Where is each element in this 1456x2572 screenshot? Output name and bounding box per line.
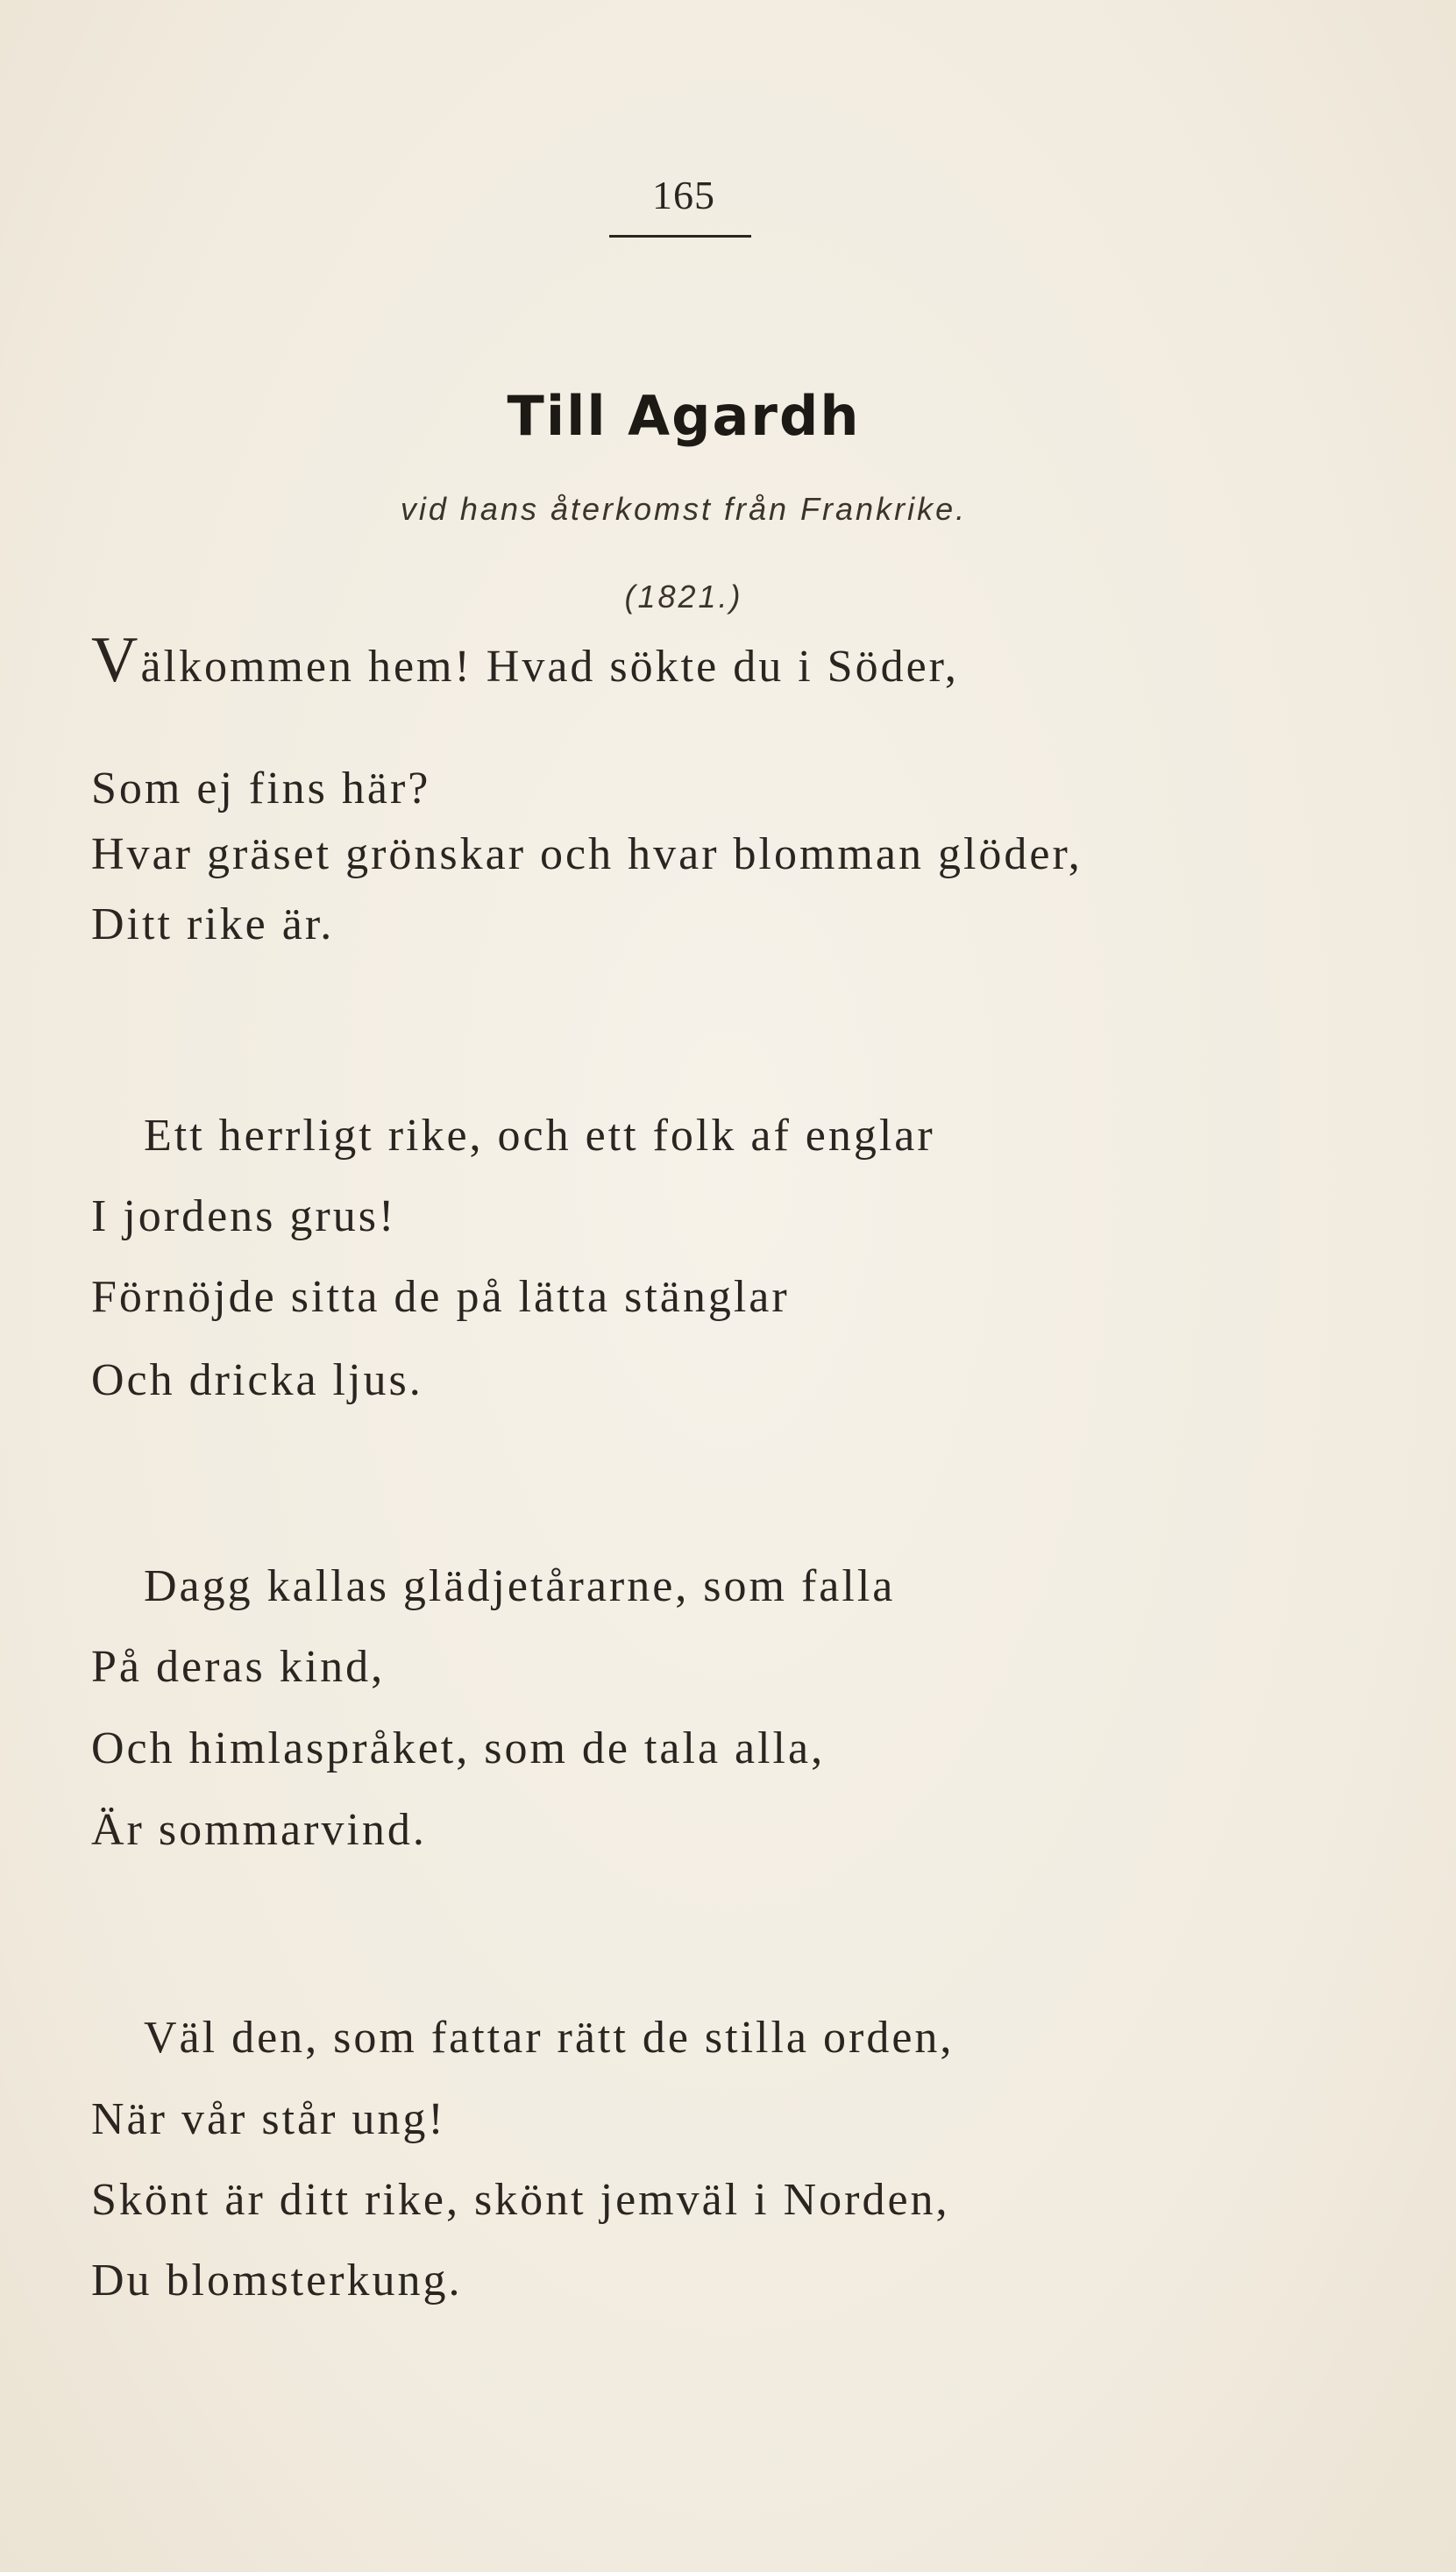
poem-line: Ditt rike är. xyxy=(91,899,335,949)
poem-line: När vår står ung! xyxy=(91,2094,446,2144)
poem-subtitle: vid hans återkomst från Frankrike. xyxy=(400,491,968,527)
poem-line: Som ej fins här? xyxy=(91,764,431,814)
poem-line: Är sommarvind. xyxy=(91,1805,427,1855)
poem-line: Och himlaspråket, som de tala alla, xyxy=(91,1723,826,1773)
poem-line: Förnöjde sitta de på lätta stänglar xyxy=(91,1272,790,1322)
poem-line: På deras kind, xyxy=(91,1642,386,1692)
poem-line: Och dricka ljus. xyxy=(91,1355,423,1405)
poem-line: Ett herrligt rike, och ett folk af englar xyxy=(144,1111,935,1161)
poem-line xyxy=(91,624,959,696)
poem-line: Du blomsterkung. xyxy=(91,2256,463,2306)
page-number-rule xyxy=(609,235,751,238)
poem-year: (1821.) xyxy=(624,579,743,615)
poem-line: Dagg kallas glädjetårarne, som falla xyxy=(144,1561,896,1611)
poem-line: Hvar gräset grönskar och hvar blomman glöder, xyxy=(91,829,1083,879)
poem-line: Väl den, som fattar rätt de stilla orden, xyxy=(144,2013,955,2063)
poem-line: Skönt är ditt rike, skönt jemväl i Norden, xyxy=(91,2175,950,2225)
poem-title: Till Agardh xyxy=(507,384,861,448)
first-line-rest: älkommen hem! Hvad sökte du i Söder, xyxy=(140,642,959,692)
poem-line: I jordens grus! xyxy=(91,1191,397,1241)
drop-cap: V xyxy=(91,624,141,696)
page-number: 165 xyxy=(652,173,715,217)
